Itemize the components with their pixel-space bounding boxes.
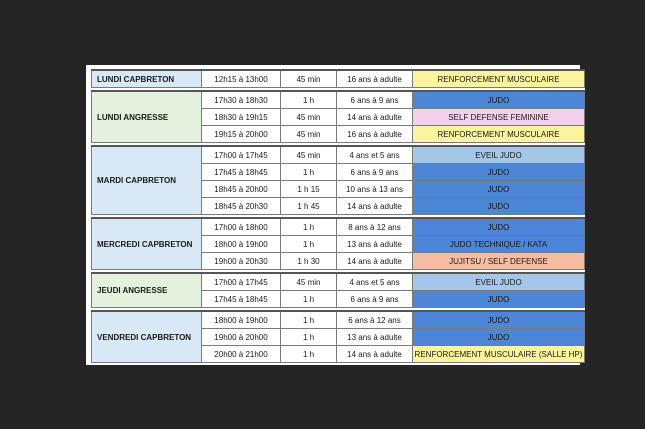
age-cell: 4 ans et 5 ans <box>337 273 413 291</box>
duration-cell: 45 min <box>281 126 337 143</box>
time-cell: 18h00 à 19h00 <box>202 236 281 253</box>
duration-cell: 1 h <box>281 164 337 181</box>
age-cell: 8 ans à 12 ans <box>337 218 413 236</box>
time-cell: 17h00 à 18h00 <box>202 218 281 236</box>
course-cell: JUDO <box>413 164 585 181</box>
age-cell: 10 ans à 13 ans <box>337 181 413 198</box>
course-cell: JUDO <box>413 181 585 198</box>
duration-cell: 45 min <box>281 273 337 291</box>
duration-cell: 1 h 15 <box>281 181 337 198</box>
duration-cell: 1 h <box>281 291 337 308</box>
course-cell: RENFORCEMENT MUSCULAIRE (SALLE HP) <box>413 346 585 363</box>
time-cell: 19h00 à 20h30 <box>202 253 281 270</box>
duration-cell: 1 h 30 <box>281 253 337 270</box>
course-cell: JUDO <box>413 311 585 329</box>
age-cell: 14 ans à adulte <box>337 109 413 126</box>
duration-cell: 1 h <box>281 311 337 329</box>
course-cell: JUDO <box>413 218 585 236</box>
duration-cell: 1 h <box>281 346 337 363</box>
schedule-row <box>92 273 585 291</box>
duration-cell: 45 min <box>281 70 337 88</box>
schedule-row <box>92 146 585 164</box>
course-cell: JUDO TECHNIQUE / KATA <box>413 236 585 253</box>
time-cell: 17h45 à 18h45 <box>202 164 281 181</box>
course-cell: JUJITSU / SELF DEFENSE <box>413 253 585 270</box>
age-cell: 14 ans à adulte <box>337 198 413 215</box>
schedule-sheet <box>86 65 583 365</box>
day-cell: LUNDI ANGRESSE <box>92 91 202 143</box>
course-cell: RENFORCEMENT MUSCULAIRE <box>413 126 585 143</box>
course-cell: SELF DEFENSE FEMININE <box>413 109 585 126</box>
schedule-row <box>92 91 585 109</box>
time-cell: 18h30 à 19h15 <box>202 109 281 126</box>
schedule-row <box>92 218 585 236</box>
duration-cell: 45 min <box>281 146 337 164</box>
age-cell: 6 ans à 9 ans <box>337 91 413 109</box>
course-cell: JUDO <box>413 329 585 346</box>
age-cell: 4 ans et 5 ans <box>337 146 413 164</box>
age-cell: 6 ans à 9 ans <box>337 164 413 181</box>
duration-cell: 1 h <box>281 91 337 109</box>
day-cell: MARDI CAPBRETON <box>92 146 202 215</box>
day-cell: JEUDI ANGRESSE <box>92 273 202 308</box>
time-cell: 18h45 à 20h30 <box>202 198 281 215</box>
course-cell: EVEIL JUDO <box>413 146 585 164</box>
age-cell: 6 ans à 9 ans <box>337 291 413 308</box>
age-cell: 16 ans à adulte <box>337 126 413 143</box>
time-cell: 12h15 à 13h00 <box>202 70 281 88</box>
course-cell: JUDO <box>413 198 585 215</box>
duration-cell: 1 h <box>281 236 337 253</box>
time-cell: 18h45 à 20h00 <box>202 181 281 198</box>
schedule-row <box>92 70 585 88</box>
age-cell: 6 ans à 12 ans <box>337 311 413 329</box>
age-cell: 14 ans à adulte <box>337 253 413 270</box>
schedule-table <box>91 69 585 363</box>
course-cell: EVEIL JUDO <box>413 273 585 291</box>
age-cell: 13 ans à adulte <box>337 329 413 346</box>
time-cell: 20h00 à 21h00 <box>202 346 281 363</box>
time-cell: 17h30 à 18h30 <box>202 91 281 109</box>
time-cell: 17h00 à 17h45 <box>202 273 281 291</box>
age-cell: 13 ans à adulte <box>337 236 413 253</box>
time-cell: 17h00 à 17h45 <box>202 146 281 164</box>
age-cell: 14 ans à adulte <box>337 346 413 363</box>
duration-cell: 1 h <box>281 218 337 236</box>
schedule-row <box>92 311 585 329</box>
day-cell: MERCREDI CAPBRETON <box>92 218 202 270</box>
time-cell: 18h00 à 19h00 <box>202 311 281 329</box>
time-cell: 17h45 à 18h45 <box>202 291 281 308</box>
duration-cell: 45 min <box>281 109 337 126</box>
day-cell: LUNDI CAPBRETON <box>92 70 202 88</box>
time-cell: 19h15 à 20h00 <box>202 126 281 143</box>
duration-cell: 1 h 45 <box>281 198 337 215</box>
course-cell: JUDO <box>413 291 585 308</box>
time-cell: 19h00 à 20h00 <box>202 329 281 346</box>
duration-cell: 1 h <box>281 329 337 346</box>
age-cell: 16 ans à adulte <box>337 70 413 88</box>
course-cell: JUDO <box>413 91 585 109</box>
day-cell: VENDREDI CAPBRETON <box>92 311 202 363</box>
course-cell: RENFORCEMENT MUSCULAIRE <box>413 70 585 88</box>
